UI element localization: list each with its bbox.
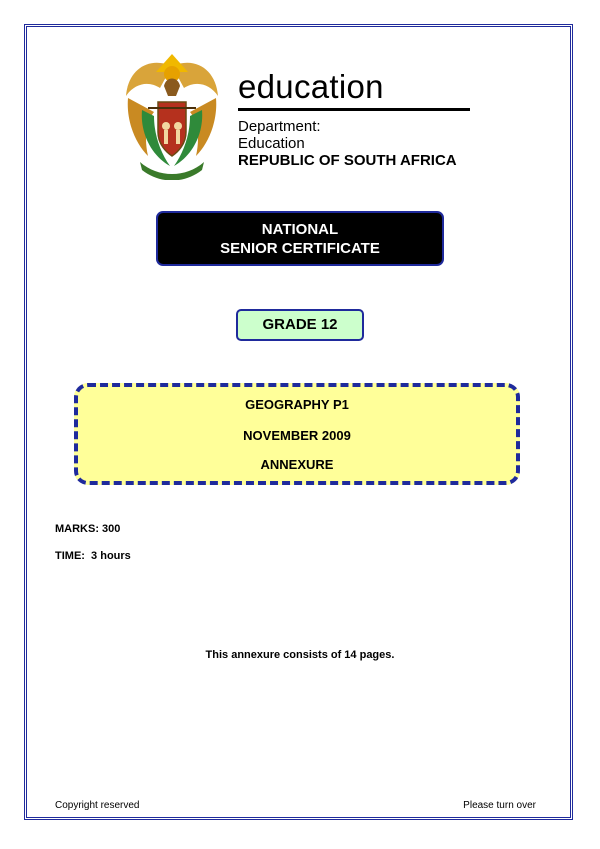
brand-underline: [238, 108, 470, 111]
subject-session: NOVEMBER 2009: [243, 428, 351, 443]
page-count-note: This annexure consists of 14 pages.: [205, 649, 395, 661]
subject-kind: ANNEXURE: [260, 457, 334, 472]
subject-panel: [74, 383, 520, 485]
department-label: Department:: [238, 118, 321, 135]
marks-label: MARKS: 300: [55, 523, 121, 535]
department-name: Education: [238, 135, 305, 152]
country-name: REPUBLIC OF SOUTH AFRICA: [238, 152, 457, 169]
brand-word: education: [238, 68, 384, 105]
grade-badge: GRADE 12: [236, 309, 364, 341]
copyright-note: Copyright reserved: [55, 800, 140, 811]
turn-over-note: Please turn over: [463, 800, 536, 811]
certificate-line-1: NATIONAL: [261, 221, 339, 238]
subject-paper: GEOGRAPHY P1: [245, 397, 349, 412]
time-label: TIME: 3 hours: [55, 550, 131, 562]
sa-coat-of-arms-icon: [118, 52, 226, 180]
certificate-line-2: SENIOR CERTIFICATE: [220, 240, 380, 257]
certificate-banner: [156, 211, 444, 266]
header: [110, 44, 490, 192]
